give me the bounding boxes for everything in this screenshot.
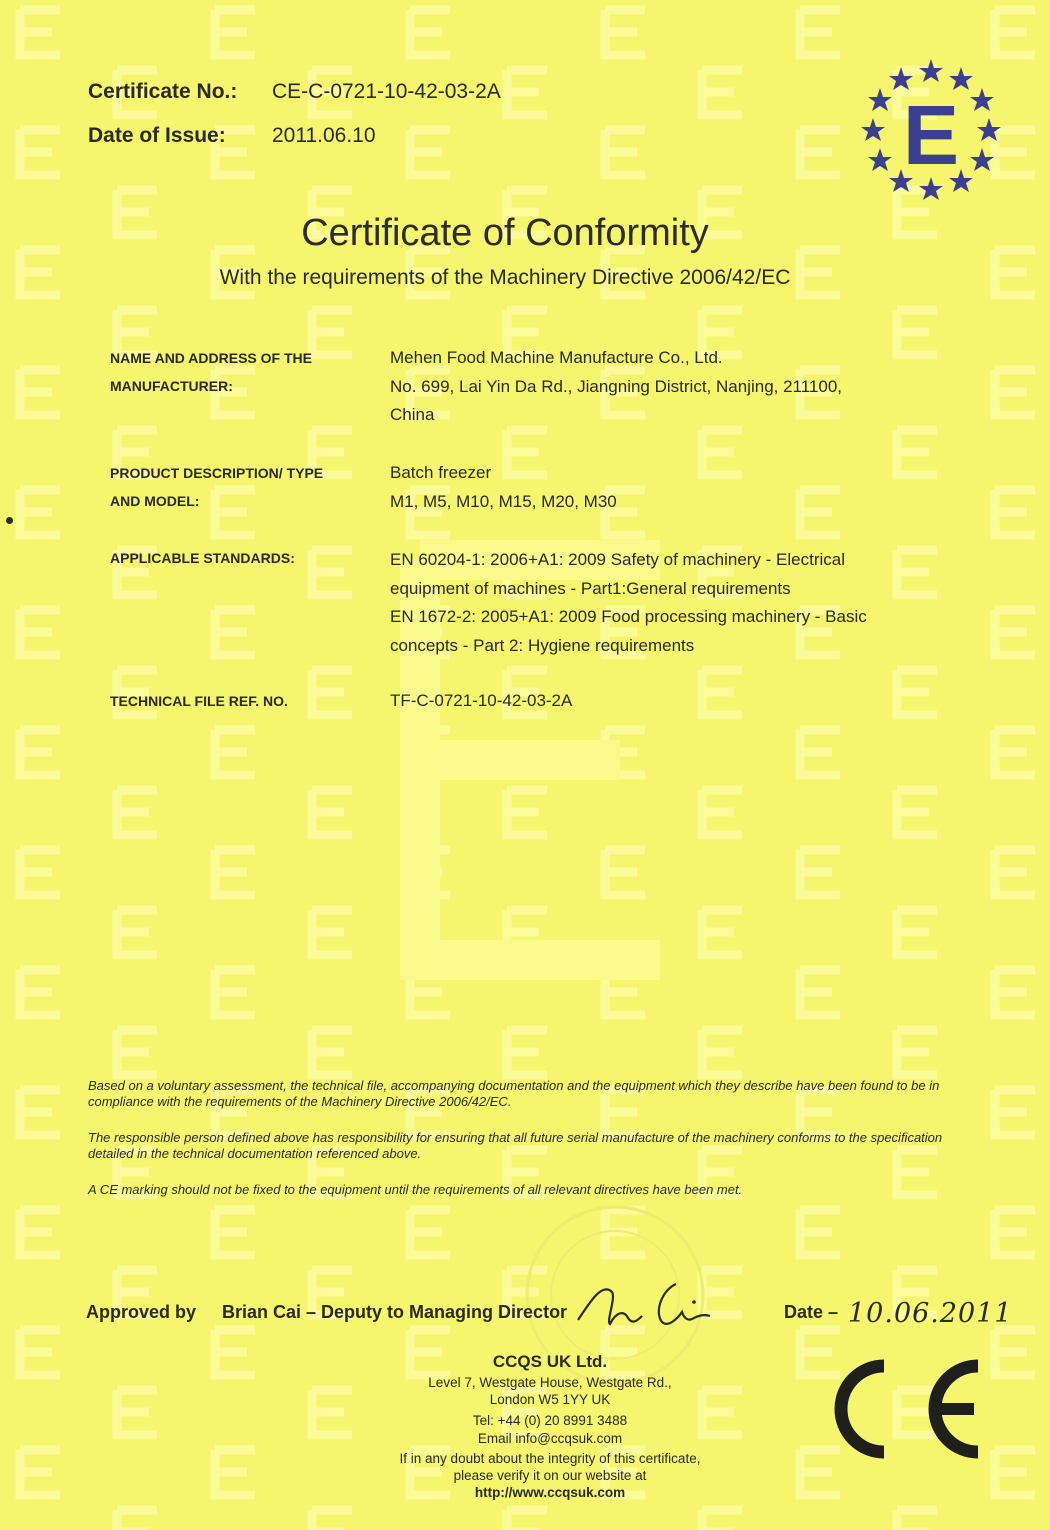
document-title: Certificate of Conformity	[301, 212, 709, 254]
standard-line-2: equipment of machines - Part1:General requirements	[390, 578, 791, 598]
responsibility-note: The responsible person defined above has responsibility for ensuring that all future serial manufacture of the machinery conforms to the specification detailed in the technical documentation referenced above.	[88, 1130, 943, 1161]
approval-date-label: Date –	[784, 1302, 839, 1322]
technical-file-label: TECHNICAL FILE REF. NO.	[110, 693, 288, 709]
technical-file-value: TF-C-0721-10-42-03-2A	[390, 691, 573, 710]
manufacturer-country: China	[390, 405, 435, 424]
verification-line-1: If in any doubt about the integrity of this certificate,	[399, 1451, 701, 1466]
verification-line-2: please verify it on our website at	[453, 1468, 647, 1483]
issuer-name: CCQS UK Ltd.	[492, 1352, 608, 1371]
ccqs-star-logo	[858, 56, 1004, 202]
issue-date-row	[88, 124, 376, 148]
issue-date-label: Date of Issue:	[88, 124, 226, 147]
standard-line-3: EN 1672-2: 2005+A1: 2009 Food processing machinery - Basic	[390, 607, 867, 626]
product-models: M1, M5, M10, M15, M20, M30	[390, 491, 617, 511]
standards-value	[390, 546, 950, 660]
ce-mark-icon	[832, 1354, 988, 1464]
certificate-number-label: Certificate No.:	[88, 80, 238, 103]
manufacturer-label-line-2: MANUFACTURER:	[110, 378, 233, 394]
manufacturer-label	[110, 344, 360, 400]
issuer-website: http://www.ccqsuk.com	[474, 1485, 626, 1500]
manufacturer-label-line-1: NAME AND ADDRESS OF THE	[110, 350, 312, 366]
ce-mark-text: CE	[909, 1414, 911, 1415]
issuer-telephone: Tel: +44 (0) 20 8991 3488	[472, 1413, 628, 1428]
signature	[572, 1272, 722, 1342]
product-label	[110, 459, 360, 515]
standard-line-4: concepts - Part 2: Hygiene requirements	[390, 635, 695, 655]
issuer-address-line-2: London W5 1YY UK	[489, 1392, 611, 1407]
approved-by-label: Approved by	[86, 1302, 197, 1322]
manufacturer-name: Mehen Food Machine Manufacture Co., Ltd.	[390, 348, 723, 367]
ce-marking-note: A CE marking should not be fixed to the equipment until the requirements of all relevant directives have been met.	[88, 1182, 743, 1197]
compliance-note: Based on a voluntary assessment, the technical file, accompanying documentation and the equipment which they describe have been found to be in compliance with the requirements of the Machinery Directive 2006/42/EC.	[88, 1078, 940, 1109]
logo-letter: E	[902, 88, 960, 182]
standard-line-1: EN 60204-1: 2006+A1: 2009 Safety of machinery - Electrical	[390, 550, 846, 569]
approval-line	[86, 1302, 567, 1323]
margin-dot	[6, 517, 13, 524]
issue-date-value: 2011.06.10	[272, 124, 376, 147]
manufacturer-value	[390, 344, 950, 430]
product-description: Batch freezer	[390, 463, 492, 482]
certificate-number-row	[88, 80, 501, 104]
product-value	[390, 459, 950, 516]
approver-name: Brian Cai – Deputy to Managing Director	[222, 1302, 568, 1322]
manufacturer-address: No. 699, Lai Yin Da Rd., Jiangning District, Nanjing, 211100,	[390, 376, 843, 396]
standards-label: APPLICABLE STANDARDS:	[110, 550, 295, 566]
issuer-email: Email info@ccqsuk.com	[477, 1431, 623, 1446]
certificate-number-value: CE-C-0721-10-42-03-2A	[272, 80, 501, 103]
issuer-address-line-1: Level 7, Westgate House, Westgate Rd.,	[428, 1375, 672, 1390]
document-subtitle: With the requirements of the Machinery Directive 2006/42/EC	[219, 266, 791, 289]
approval-date-value: 10.06.2011	[848, 1298, 1013, 1329]
product-label-line-1: PRODUCT DESCRIPTION/ TYPE	[110, 465, 324, 481]
product-label-line-2: AND MODEL:	[110, 493, 200, 509]
